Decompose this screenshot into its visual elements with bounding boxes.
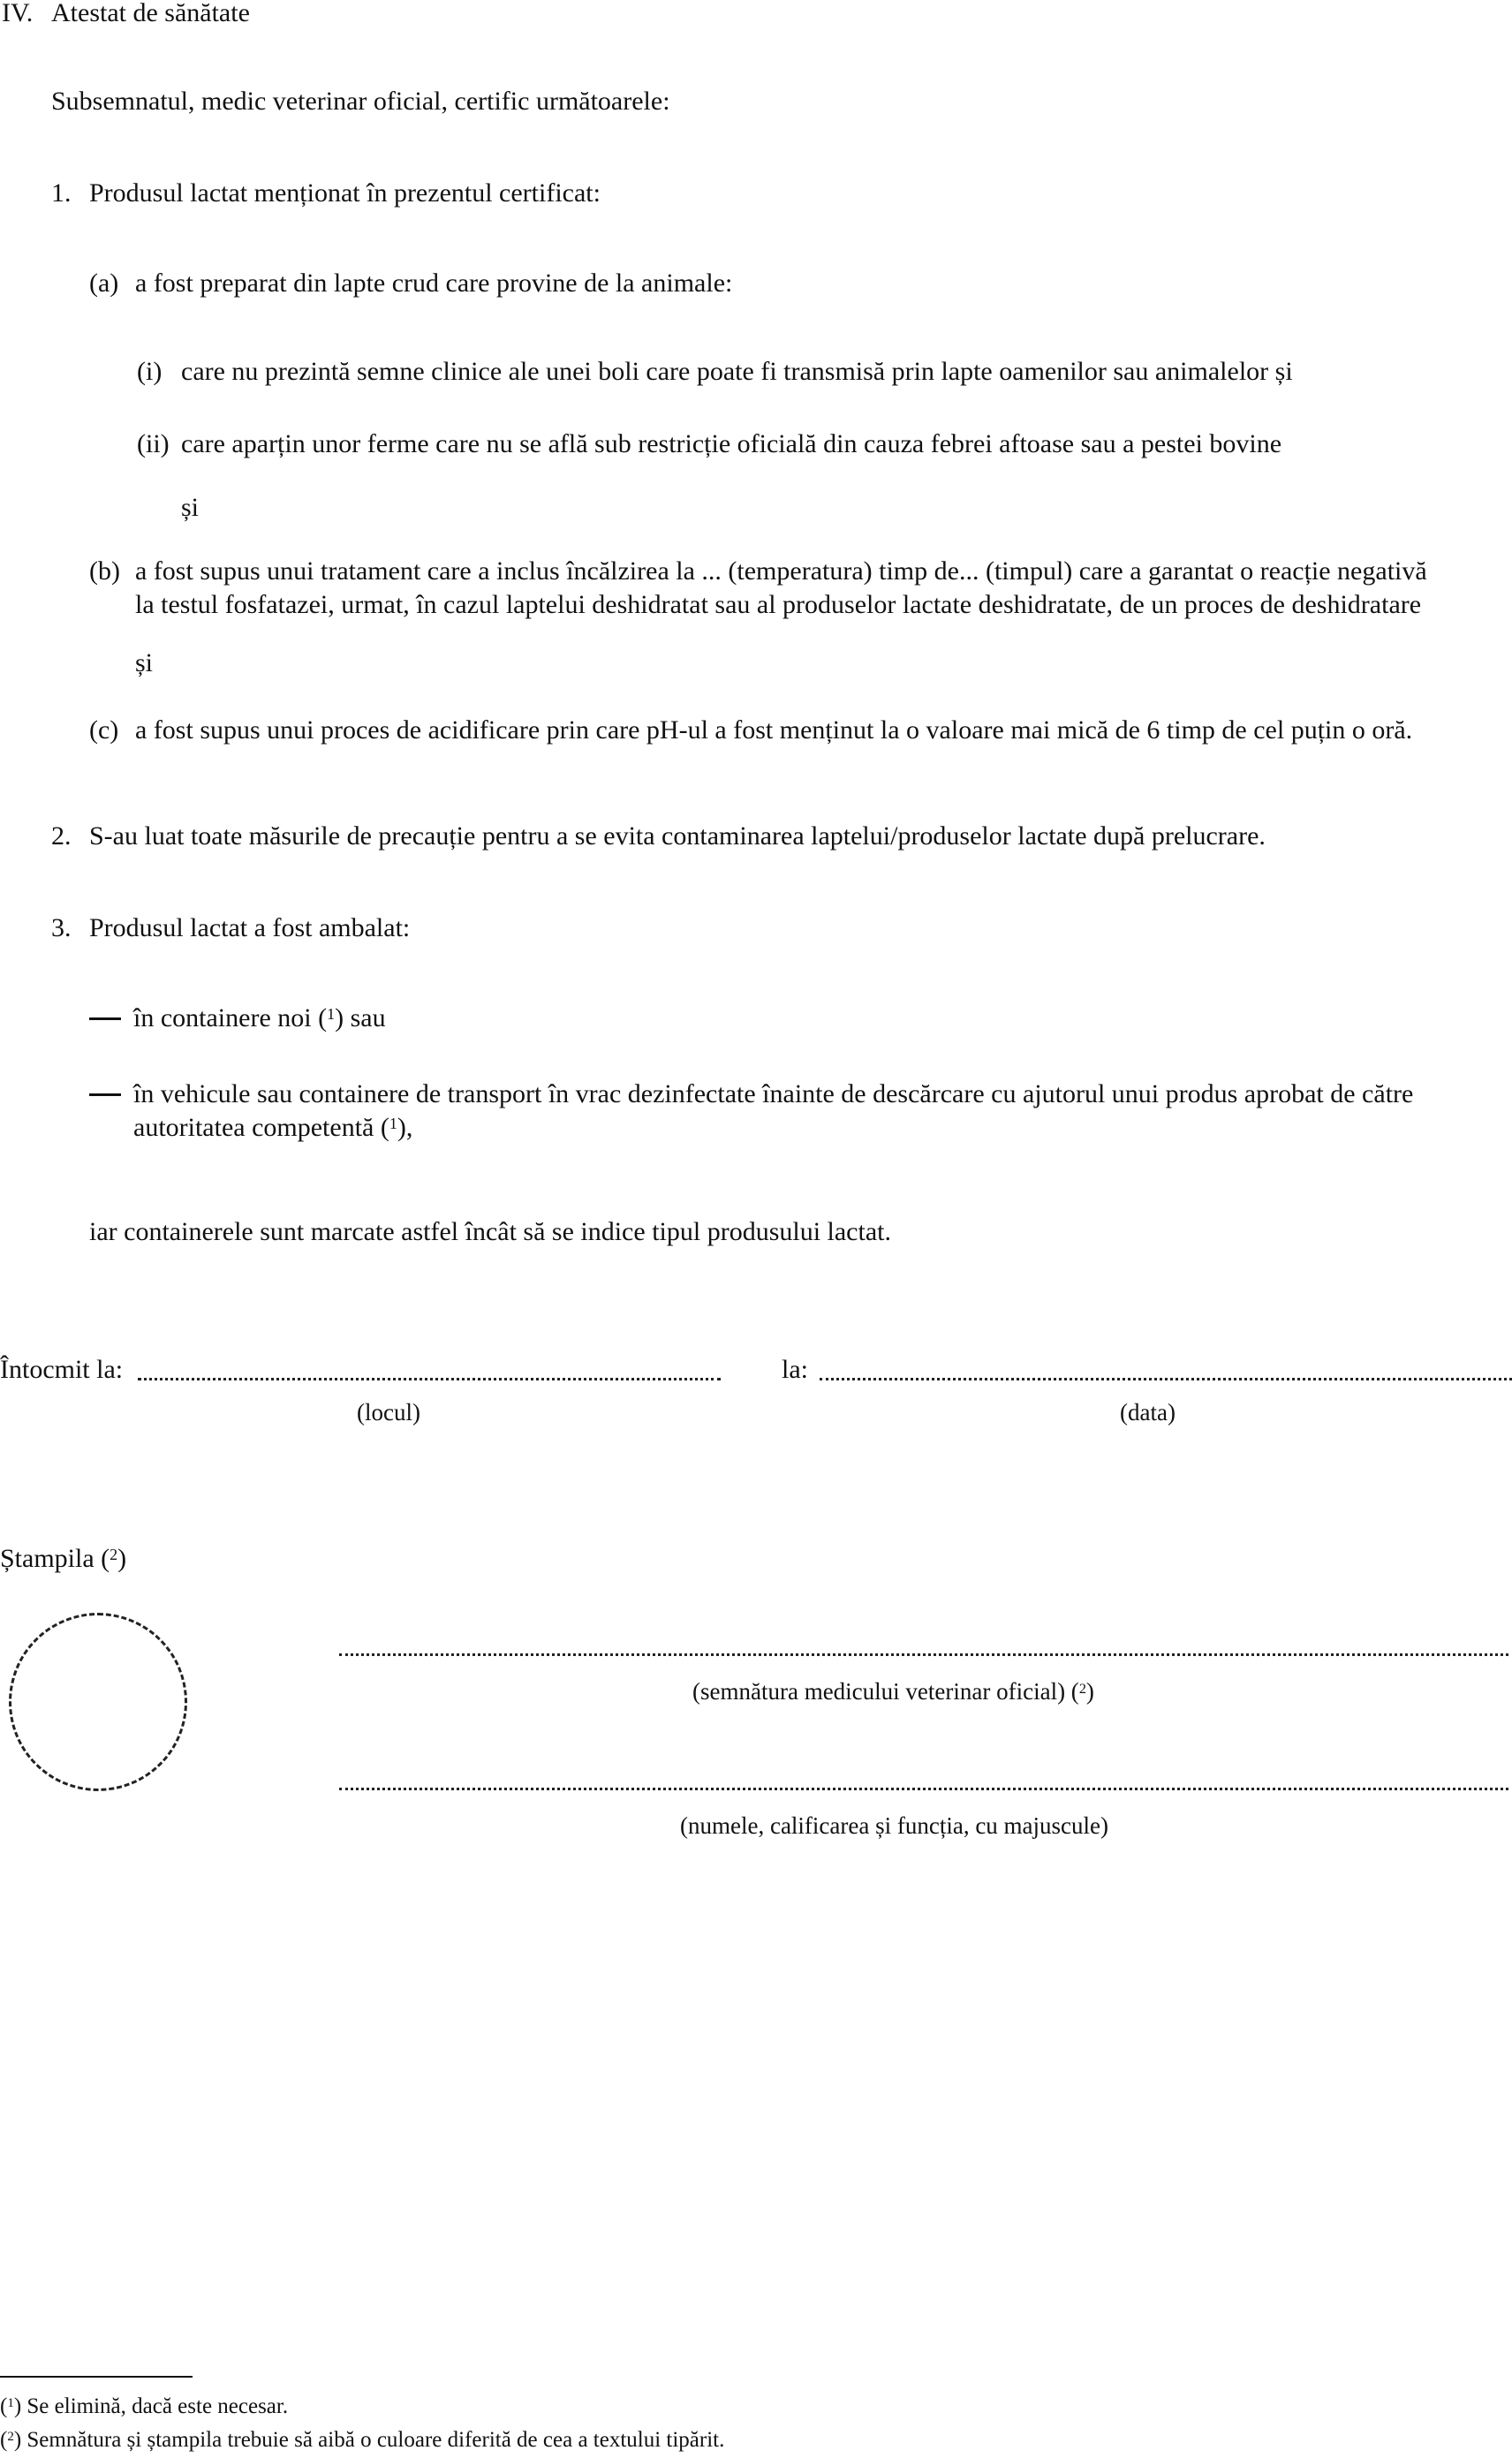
point-2-text: S-au luat toate măsurile de precauție pentru a se evita contaminarea laptelui/produselor lactate după prelucrare.	[89, 821, 1266, 851]
date-caption: (data)	[1120, 1399, 1176, 1426]
point-1c-text: a fost supus unui proces de acidificare prin care pH-ul a fost menținut la o valoare mai mică de 6 timp de cel puțin o oră.	[135, 715, 1413, 745]
footnote-marker: 2	[7, 2430, 14, 2445]
point-3-text: Produsul lactat a fost ambalat:	[89, 913, 411, 942]
footnote-1: ($^1$) Se elimină, dacă este necesar.	[0, 2394, 289, 2418]
point-1-text: Produsul lactat menționat în prezentul certificat:	[89, 178, 601, 208]
section-title: Atestat de sănătate	[51, 0, 250, 27]
point-1b-line-2: la testul fosfatazei, urmat, în cazul laptelui deshidratat sau al produselor lactate deshidratate, de un proces de deshidratare	[135, 590, 1422, 619]
place-field[interactable]	[138, 1378, 721, 1380]
point-1-number: 1.	[51, 178, 72, 208]
done-at-label: Întocmit la:	[0, 1355, 124, 1384]
packaging-option-bulk-line-1: în vehicule sau containere de transport în vrac dezinfectate înainte de descărcare cu ajutorul unui produs aprobat de către	[133, 1079, 1414, 1108]
point-1c-label: (c)	[89, 715, 119, 745]
footnote-ref: 2	[1078, 1680, 1086, 1697]
footnote-rule	[0, 2376, 193, 2378]
point-1a-ii-label: (ii)	[137, 429, 170, 458]
point-1a-label: (a)	[89, 268, 119, 298]
packaging-option-new-containers: în containere noi ($^1$) sau	[133, 1003, 386, 1032]
footnote-ref: 2	[110, 1545, 118, 1563]
point-1a-i-label: (i)	[137, 357, 163, 386]
name-caption: (numele, calificarea și funcția, cu majuscule)	[680, 1812, 1109, 1839]
footnote-2: ($^2$) Semnătura și ștampila trebuie să aibă o culoare diferită de cea a textului tipărit.	[0, 2428, 725, 2452]
conjunction-and: și	[181, 493, 200, 522]
packaging-option-bulk-line-2: autoritatea competentă ($^1$),	[133, 1113, 413, 1142]
point-1a-i-text: care nu prezintă semne clinice ale unei boli care poate fi transmisă prin lapte oamenilor sau animalelor și	[181, 357, 1293, 386]
stamp-label: Ștampila ($^2$)	[0, 1544, 127, 1573]
date-label: la:	[782, 1355, 808, 1384]
place-caption: (locul)	[357, 1399, 420, 1426]
point-1a-ii-text: care aparțin unor ferme care nu se află sub restricție oficială din cauza febrei aftoase sau a pestei bovine	[181, 429, 1282, 458]
point-3-number: 3.	[51, 913, 72, 942]
section-number: IV.	[2, 0, 34, 27]
point-2-number: 2.	[51, 821, 72, 851]
point-1b-label: (b)	[89, 556, 120, 586]
signature-field[interactable]	[339, 1653, 1508, 1656]
option-dash	[89, 1093, 121, 1096]
footnote-marker: 1	[7, 2396, 14, 2411]
signature-caption: (semnătura medicului veterinar oficial) ($^2$)	[692, 1678, 1094, 1705]
point-1b-line-1: a fost supus unui tratament care a inclus încălzirea la ... (temperatura) timp de... (timpul) care a garantat o reacție negativă	[135, 556, 1427, 586]
date-field[interactable]	[820, 1378, 1512, 1380]
stamp-area[interactable]	[9, 1613, 187, 1791]
intro-statement: Subsemnatul, medic veterinar oficial, certific următoarele:	[51, 87, 670, 116]
conjunction-and: și	[135, 648, 154, 677]
name-field[interactable]	[339, 1788, 1508, 1790]
containers-marking-text: iar containerele sunt marcate astfel încât să se indice tipul produsului lactat.	[89, 1217, 891, 1246]
point-1a-text: a fost preparat din lapte crud care provine de la animale:	[135, 268, 733, 298]
footnote-ref: 1	[389, 1114, 397, 1132]
option-dash	[89, 1017, 121, 1020]
footnote-ref: 1	[327, 1004, 336, 1023]
